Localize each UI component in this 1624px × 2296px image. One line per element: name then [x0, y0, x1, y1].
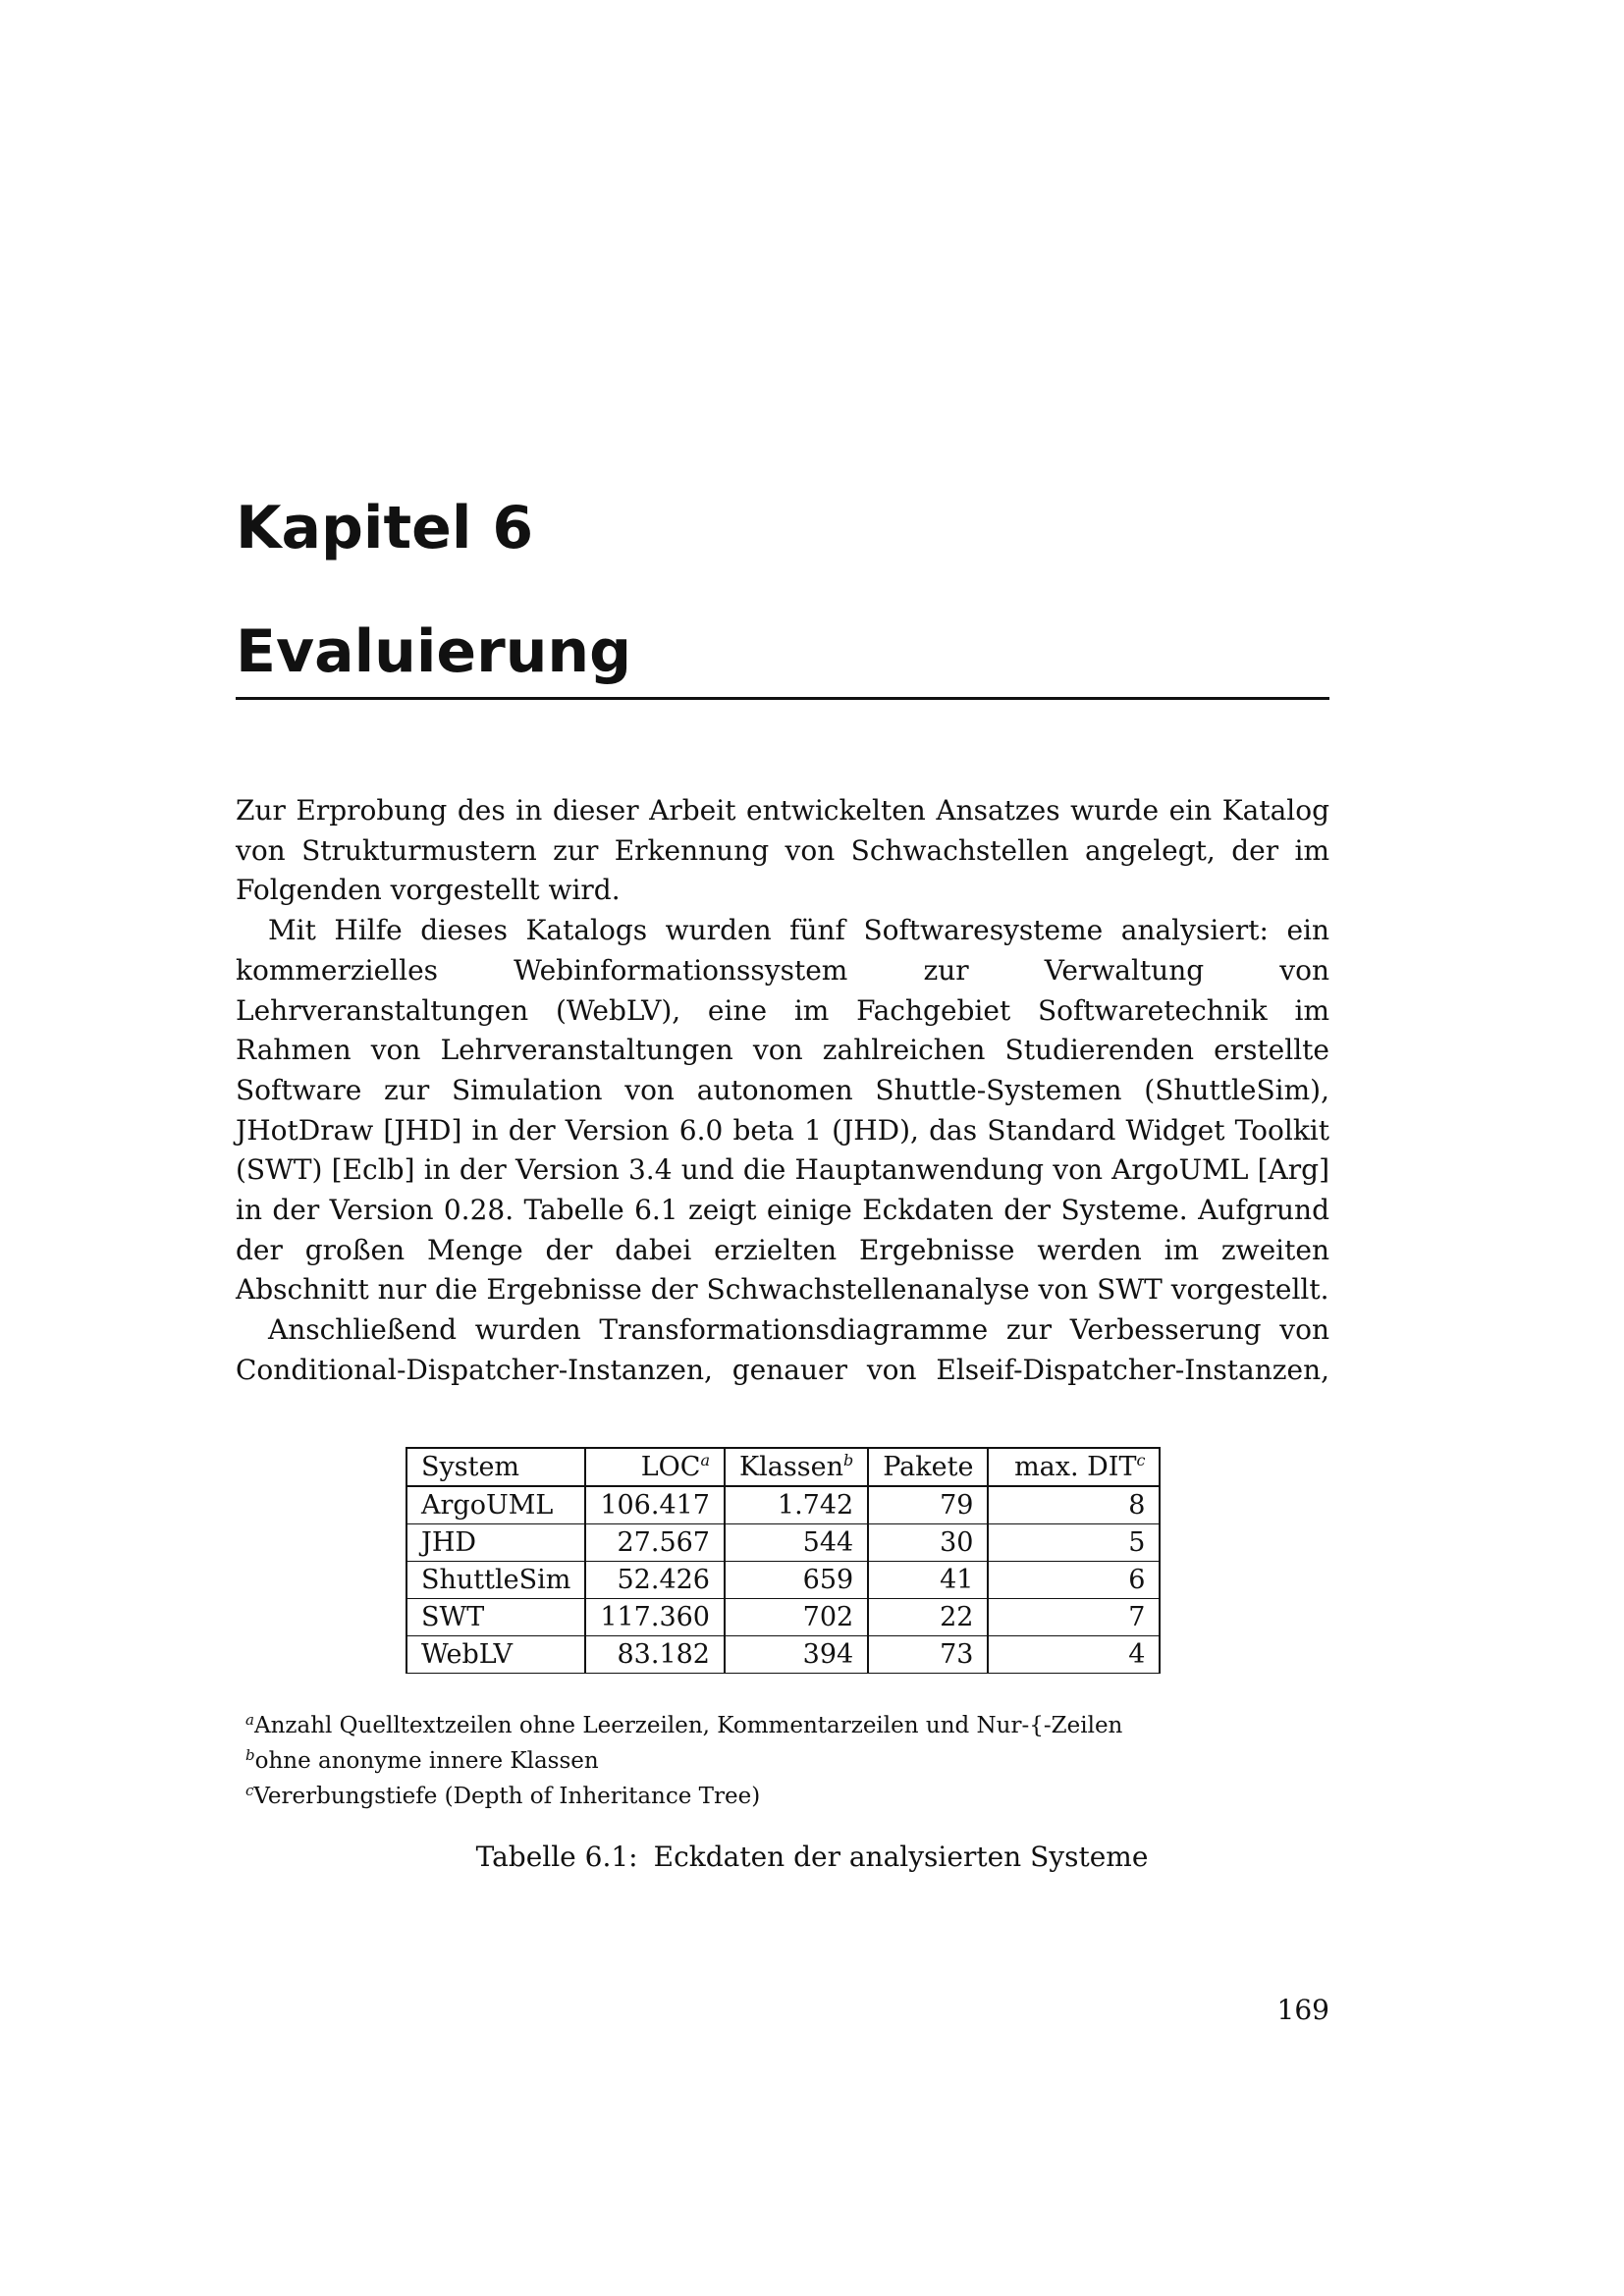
- table-row: [406, 1636, 1160, 1674]
- body-text: [236, 791, 1329, 1391]
- cell-klassen: 394: [725, 1636, 868, 1674]
- title-rule: [236, 697, 1329, 700]
- cell-pakete: 79: [868, 1486, 988, 1524]
- cell-max-dit: 6: [988, 1562, 1160, 1599]
- cell-system: WebLV: [406, 1636, 585, 1674]
- cell-system: JHD: [406, 1524, 585, 1562]
- cell-klassen: 544: [725, 1524, 868, 1562]
- table-row: [406, 1562, 1160, 1599]
- cell-max-dit: 5: [988, 1524, 1160, 1562]
- header-max-dit: max. DIT$^c$: [988, 1448, 1160, 1486]
- cell-loc: 52.426: [585, 1562, 725, 1599]
- table-row: [406, 1599, 1160, 1636]
- table-header-row: [406, 1448, 1160, 1486]
- page-number: 169: [1276, 1994, 1329, 2026]
- cell-pakete: 73: [868, 1636, 988, 1674]
- table-caption: [0, 1838, 1624, 1877]
- cell-system: ShuttleSim: [406, 1562, 585, 1599]
- footnote-mark-a: a: [700, 1451, 710, 1469]
- footnote-b: $^b$ohne anonyme innere Klassen: [245, 1746, 599, 1774]
- cell-max-dit: 7: [988, 1599, 1160, 1636]
- paragraph-2: Mit Hilfe dieses Katalogs wurden fünf Softwaresysteme analysiert: ein kommerzielles Webinformationssystem zur Verwaltung von Lehrveranstaltungen (WebLV), eine im Fachgebiet Softwaretechnik im Rahmen von Lehrveranstaltungen von zahlreichen Studierenden erstellte Software zur Simulation von autonomen Shuttle-Systemen (ShuttleSim), JHotDraw [JHD] in der Version 6.0 beta 1 (JHD), das Standard Widget Toolkit (SWT) [Eclb] in der Version 3.4 und die Hauptanwendung von ArgoUML [Arg] in der Version 0.28. Tabelle 6.1 zeigt einige Eckdaten der Systeme. Aufgrund der großen Menge der dabei erzielten Ergebnisse werden im zweiten Abschnitt nur die Ergebnisse der Schwachstellenanalyse von SWT vorgestellt.: [236, 914, 1329, 1307]
- cell-pakete: 22: [868, 1599, 988, 1636]
- cell-klassen: 1.742: [725, 1486, 868, 1524]
- footnote-c: $^c$Vererbungstiefe (Depth of Inheritance Tree): [245, 1782, 761, 1809]
- footnote-mark-b: b: [842, 1451, 854, 1469]
- header-pakete: Pakete: [868, 1448, 988, 1486]
- cell-pakete: 30: [868, 1524, 988, 1562]
- chapter-label: Kapitel 6: [236, 494, 534, 562]
- cell-pakete: 41: [868, 1562, 988, 1599]
- caption-text: Eckdaten der analysierten Systeme: [653, 1841, 1149, 1873]
- footnote-mark-c: c: [1136, 1451, 1146, 1469]
- chapter-title: Evaluierung: [236, 617, 632, 686]
- cell-system: SWT: [406, 1599, 585, 1636]
- cell-loc: 83.182: [585, 1636, 725, 1674]
- cell-loc: 27.567: [585, 1524, 725, 1562]
- paragraph-1: Zur Erprobung des in dieser Arbeit entwickelten Ansatzes wurde ein Katalog von Strukturmustern zur Erkennung von Schwachstellen angelegt, der im Folgenden vorgestellt wird.: [236, 794, 1329, 907]
- header-klassen: Klassen$^b$: [725, 1448, 868, 1486]
- caption-number: Tabelle 6.1:: [475, 1841, 638, 1873]
- cell-max-dit: 4: [988, 1636, 1160, 1674]
- header-system: System: [406, 1448, 585, 1486]
- cell-system: ArgoUML: [406, 1486, 585, 1524]
- header-loc: LOC$^a$: [585, 1448, 725, 1486]
- cell-max-dit: 8: [988, 1486, 1160, 1524]
- cell-loc: 106.417: [585, 1486, 725, 1524]
- cell-klassen: 702: [725, 1599, 868, 1636]
- table-row: [406, 1524, 1160, 1562]
- cell-klassen: 659: [725, 1562, 868, 1599]
- table-footnotes: [245, 1708, 1227, 1814]
- cell-loc: 117.360: [585, 1599, 725, 1636]
- table-row: [406, 1486, 1160, 1524]
- systems-table: [406, 1447, 1161, 1674]
- footnote-a: $^a$Anzahl Quelltextzeilen ohne Leerzeilen, Kommentarzeilen und Nur-{-Zeilen: [245, 1711, 1123, 1738]
- paragraph-3: Anschließend wurden Transformationsdiagramme zur Verbesserung von Conditional-Dispatcher-Instanzen, genauer von Elseif-Dispatcher-Instanzen,: [236, 1313, 1329, 1386]
